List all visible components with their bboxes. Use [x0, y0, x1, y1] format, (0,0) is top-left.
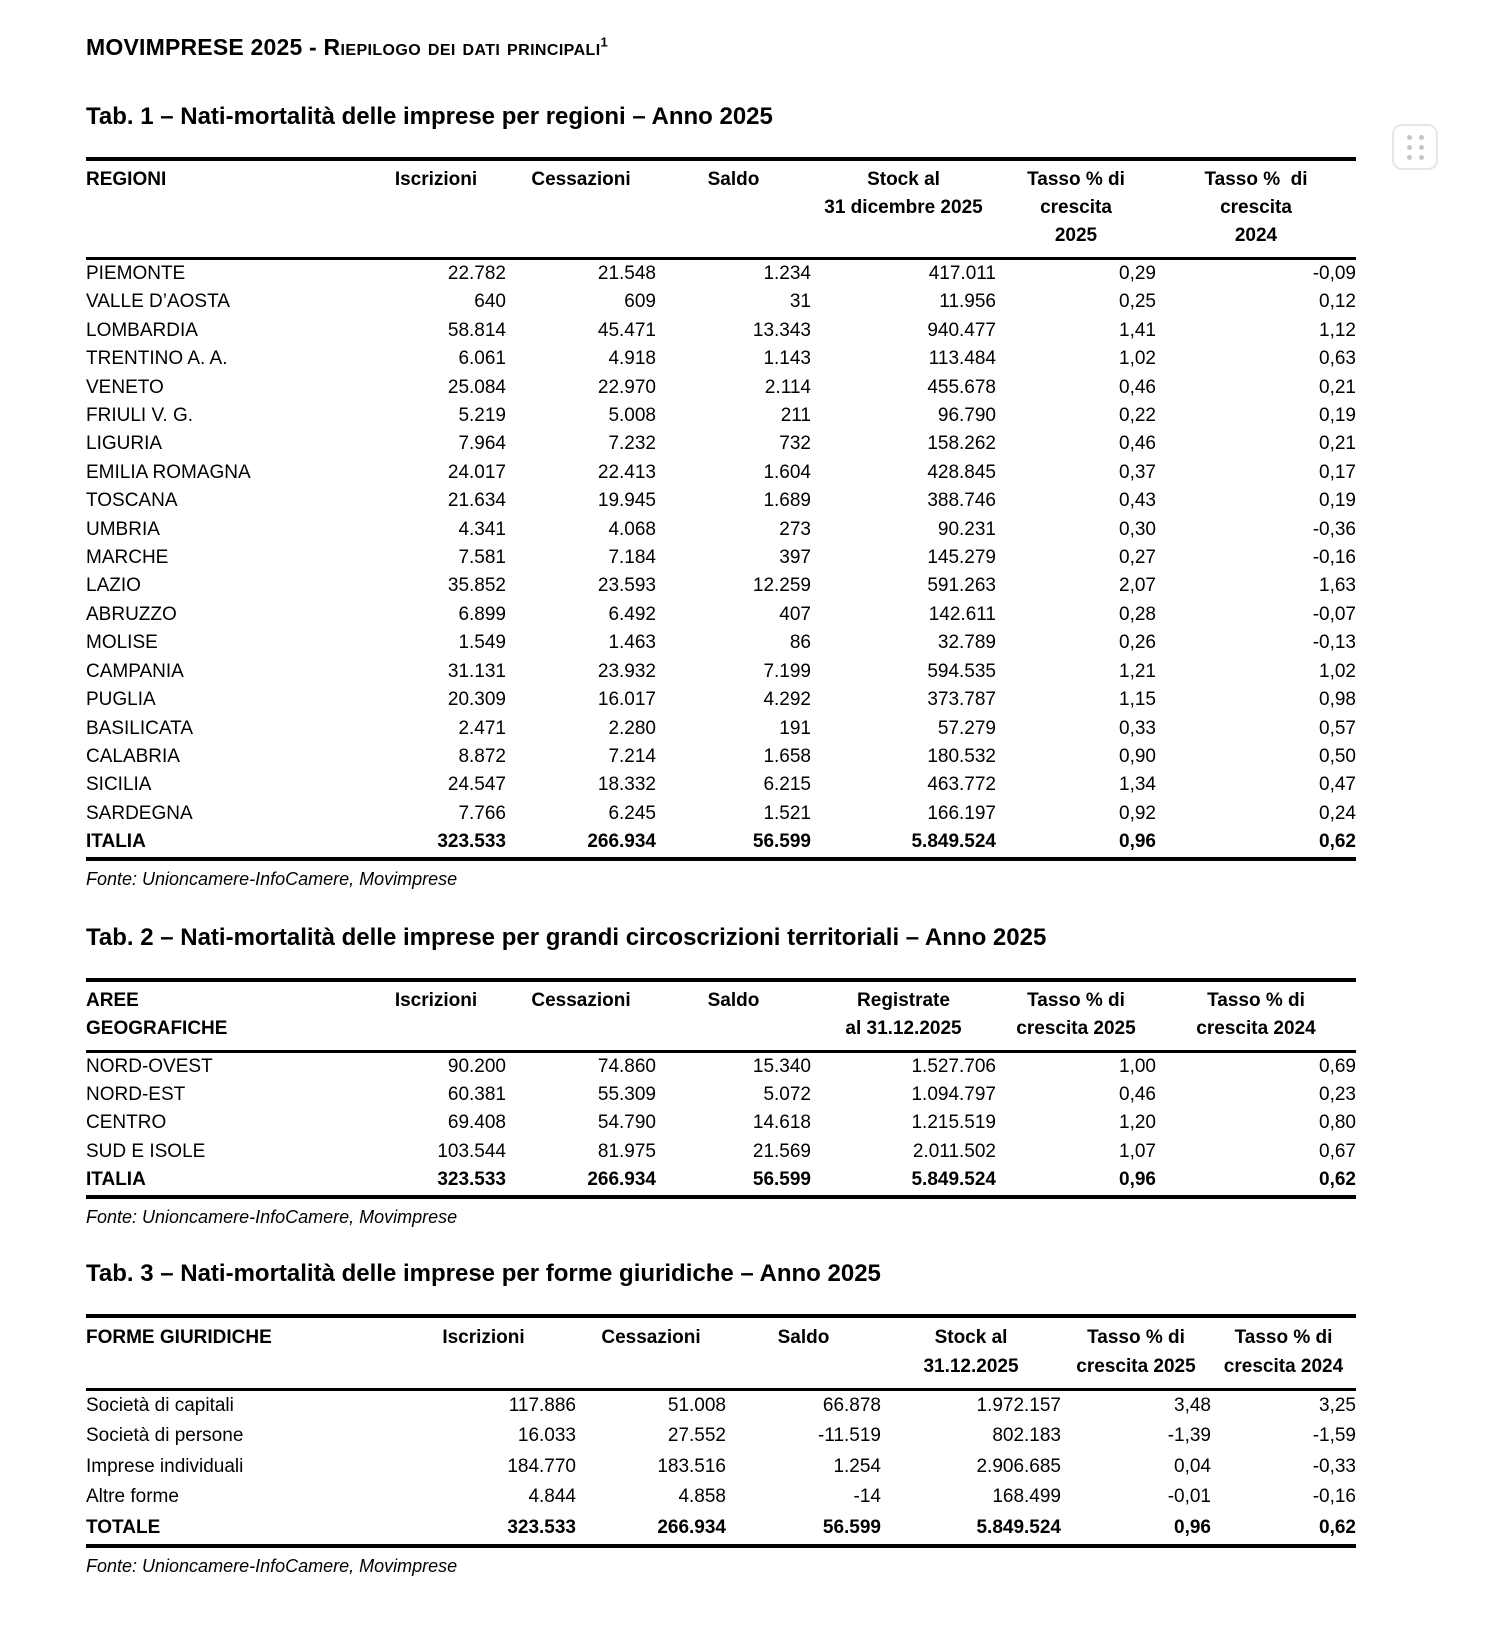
cell-value: 45.471 [597, 319, 656, 341]
cell-value: 24.017 [447, 461, 506, 483]
cell-value: 417.011 [928, 263, 996, 284]
row-label: SICILIA [86, 774, 152, 796]
cell-value: 1.254 [833, 1455, 881, 1477]
cell-value: 0,90 [1119, 745, 1156, 767]
cell-value: 7.199 [763, 660, 811, 682]
cell-value: 158.262 [927, 433, 996, 455]
cell-value: 1.215.519 [911, 1112, 996, 1134]
cell-value: 113.484 [928, 348, 996, 370]
cell-value: 2,07 [1119, 575, 1156, 597]
row-label: PIEMONTE [86, 263, 186, 284]
cell-value: 0,96 [1119, 1169, 1156, 1191]
table-2-section [86, 923, 1357, 1229]
cell-value: 18.332 [597, 774, 656, 796]
table-row [86, 1109, 1356, 1137]
cell-value: 0,47 [1319, 774, 1356, 796]
cell-value: 2.906.685 [976, 1455, 1061, 1477]
cell-value: 54.790 [597, 1112, 656, 1134]
column-header: Registrate al 31.12.2025 [845, 989, 962, 1039]
cell-value: 66.878 [822, 1394, 881, 1416]
row-label: EMILIA ROMAGNA [86, 461, 251, 483]
cell-value: 1,41 [1119, 319, 1156, 341]
cell-value: 5.849.524 [976, 1516, 1061, 1538]
row-label: LIGURIA [86, 433, 163, 455]
cell-value: -1,39 [1167, 1425, 1211, 1447]
table-row [86, 1081, 1356, 1109]
column-header: Iscrizioni [394, 989, 478, 1011]
column-header: Cessazioni [531, 169, 631, 190]
row-label: CENTRO [86, 1112, 167, 1134]
column-header: Tasso % di crescita 2024 [1196, 989, 1316, 1039]
cell-value: 1.689 [763, 490, 811, 512]
cell-value: 266.934 [587, 831, 656, 853]
cell-value: -0,07 [1312, 603, 1356, 625]
cell-value: 273 [779, 518, 811, 540]
cell-value: 32.789 [937, 632, 996, 654]
cell-value: 0,69 [1319, 1055, 1356, 1077]
table-options-handle-button[interactable] [1392, 124, 1438, 170]
cell-value: 14.618 [752, 1112, 811, 1134]
cell-value: 21.569 [752, 1140, 811, 1162]
cell-value: 168.499 [992, 1486, 1061, 1508]
cell-value: 7.964 [458, 433, 506, 455]
column-header: REGIONI [86, 169, 167, 190]
cell-value: 2.280 [608, 717, 656, 739]
table-row [86, 800, 1356, 828]
cell-value: 1.549 [458, 632, 506, 654]
cell-value: 16.033 [517, 1425, 576, 1447]
cell-value: 4.918 [608, 348, 656, 370]
column-header: AREE GEOGRAFICHE [86, 989, 228, 1039]
column-header: Cessazioni [601, 1326, 701, 1348]
table-row [86, 1051, 1356, 1081]
column-header: Tasso % di crescita 2025 [1027, 169, 1125, 246]
cell-value: 81.975 [597, 1140, 656, 1162]
table-1-container [86, 157, 1357, 861]
footnote-reference: 1 [600, 34, 608, 50]
cell-value: 323.533 [437, 1169, 506, 1191]
cell-value: 3,25 [1319, 1394, 1356, 1416]
row-label: MARCHE [86, 547, 169, 569]
table-row [86, 544, 1356, 572]
cell-value: 1.972.157 [976, 1394, 1061, 1416]
tab2-total-row [86, 1166, 1356, 1196]
cell-value: 0,19 [1319, 490, 1356, 512]
cell-value: 0,46 [1119, 1083, 1156, 1105]
cell-value: 1.521 [763, 802, 811, 824]
cell-value: 60.381 [447, 1083, 506, 1105]
table-row [86, 715, 1356, 743]
cell-value: 0,63 [1319, 348, 1356, 370]
cell-value: 0,67 [1319, 1140, 1356, 1162]
column-header: Tasso % di crescita 2025 [1076, 1326, 1196, 1377]
cell-value: 1,63 [1319, 575, 1356, 597]
table-row [86, 771, 1356, 799]
cell-value: 6.899 [458, 603, 506, 625]
cell-value: 6.061 [458, 348, 506, 370]
cell-value: 184.770 [507, 1455, 576, 1477]
cell-value: 74.860 [597, 1055, 656, 1077]
table-row [86, 1452, 1356, 1483]
cell-value: 0,17 [1319, 461, 1356, 483]
cell-value: 12.259 [752, 575, 811, 597]
table-row [86, 374, 1356, 402]
cell-value: 463.772 [927, 774, 996, 796]
row-label: SARDEGNA [86, 802, 193, 824]
cell-value: 5.072 [763, 1083, 811, 1105]
row-label: NORD-OVEST [86, 1055, 213, 1077]
table-3-source-note: Fonte: Unioncamere-InfoCamere, Movimprese [86, 1555, 458, 1576]
cell-value: 4.292 [763, 689, 811, 711]
tab1-table [86, 157, 1356, 861]
column-header: Saldo [707, 169, 760, 190]
cell-value: 19.945 [597, 490, 656, 512]
cell-value: 1.604 [763, 461, 811, 483]
cell-value: 4.858 [678, 1486, 726, 1508]
cell-value: 6.215 [763, 774, 811, 796]
cell-value: 407 [779, 603, 811, 625]
cell-value: 180.532 [927, 745, 996, 767]
table-row [86, 629, 1356, 657]
cell-value: 96.790 [937, 405, 996, 427]
cell-value: 1,07 [1119, 1140, 1156, 1162]
column-header: Cessazioni [531, 989, 631, 1011]
table-1-caption: Tab. 1 – Nati-mortalità delle imprese per regioni – Anno 2025 [86, 103, 773, 130]
cell-value: 6.245 [608, 802, 656, 824]
row-label: ITALIA [86, 831, 146, 853]
cell-value: 31 [789, 291, 811, 313]
cell-value: 56.599 [752, 831, 811, 853]
cell-value: -11.519 [817, 1425, 881, 1447]
cell-value: 266.934 [657, 1516, 726, 1538]
cell-value: -0,33 [1312, 1455, 1356, 1477]
cell-value: 0,46 [1119, 376, 1156, 398]
cell-value: 90.231 [937, 518, 996, 540]
cell-value: 142.611 [928, 603, 996, 625]
cell-value: 1.658 [763, 745, 811, 767]
tab3-header-row [86, 1316, 1356, 1390]
cell-value: 1,15 [1119, 689, 1156, 711]
row-label: TRENTINO A. A. [86, 348, 228, 370]
cell-value: -0,01 [1167, 1486, 1211, 1508]
cell-value: 20.309 [447, 689, 506, 711]
cell-value: 21.634 [447, 490, 506, 512]
cell-value: 0,50 [1319, 745, 1356, 767]
cell-value: 191 [779, 717, 811, 739]
cell-value: 5.849.524 [911, 831, 996, 853]
cell-value: 7.581 [458, 547, 506, 569]
cell-value: -1,59 [1312, 1425, 1356, 1447]
cell-value: 0,27 [1119, 547, 1156, 569]
cell-value: 31.131 [447, 660, 506, 682]
cell-value: 0,28 [1119, 603, 1156, 625]
cell-value: -0,16 [1312, 1486, 1356, 1508]
cell-value: 1.463 [608, 632, 656, 654]
cell-value: 21.548 [597, 263, 656, 284]
cell-value: 22.782 [447, 263, 506, 284]
column-header: FORME GIURIDICHE [86, 1326, 272, 1348]
row-label: LOMBARDIA [86, 319, 198, 341]
six-dot-grid-icon [1407, 135, 1424, 160]
cell-value: 7.214 [608, 745, 656, 767]
cell-value: -0,13 [1312, 632, 1356, 654]
cell-value: 22.970 [597, 376, 656, 398]
cell-value: 0,29 [1119, 263, 1156, 284]
cell-value: 0,57 [1319, 717, 1356, 739]
column-header: Iscrizioni [394, 169, 478, 190]
row-label: ITALIA [86, 1169, 146, 1191]
column-header: Tasso % di crescita 2024 [1204, 169, 1308, 246]
cell-value: 732 [779, 433, 811, 455]
cell-value: 323.533 [507, 1516, 576, 1538]
row-label: Altre forme [86, 1486, 179, 1508]
cell-value: 4.341 [458, 518, 506, 540]
cell-value: 388.746 [927, 490, 996, 512]
row-label: CALABRIA [86, 745, 180, 767]
cell-value: 373.787 [927, 689, 996, 711]
cell-value: 455.678 [927, 376, 996, 398]
cell-value: 1,00 [1119, 1055, 1156, 1077]
cell-value: 0,21 [1319, 433, 1356, 455]
cell-value: -0,16 [1312, 547, 1356, 569]
cell-value: 211 [780, 405, 811, 427]
cell-value: 0,98 [1319, 689, 1356, 711]
cell-value: 1.234 [763, 263, 811, 284]
row-label: PUGLIA [86, 689, 156, 711]
cell-value: 6.492 [608, 603, 656, 625]
row-label: Imprese individuali [86, 1455, 244, 1477]
cell-value: 0,30 [1119, 518, 1156, 540]
cell-value: 323.533 [437, 831, 506, 853]
table-3-caption: Tab. 3 – Nati-mortalità delle imprese per forme giuridiche – Anno 2025 [86, 1259, 881, 1287]
column-header: Saldo [707, 989, 760, 1011]
cell-value: 0,19 [1319, 405, 1356, 427]
cell-value: 15.340 [752, 1055, 811, 1077]
column-header: Saldo [777, 1326, 830, 1348]
column-header: Stock al 31 dicembre 2025 [824, 169, 983, 218]
table-row [86, 487, 1356, 515]
cell-value: 35.852 [447, 575, 506, 597]
table-2-container [86, 978, 1357, 1199]
cell-value: 23.932 [597, 660, 656, 682]
cell-value: 1,12 [1319, 319, 1356, 341]
row-label: TOSCANA [86, 490, 178, 512]
cell-value: 1,21 [1119, 660, 1156, 682]
row-label: NORD-EST [86, 1083, 186, 1105]
cell-value: 1,02 [1319, 660, 1356, 682]
cell-value: 591.263 [927, 575, 996, 597]
document-title-subtitle: Riepilogo dei dati principali [323, 34, 601, 60]
cell-value: 1.143 [763, 348, 811, 370]
row-label: ABRUZZO [86, 603, 177, 625]
cell-value: 594.535 [927, 660, 996, 682]
table-row [86, 459, 1356, 487]
table-row [86, 402, 1356, 430]
table-row [86, 686, 1356, 714]
cell-value: 0,96 [1119, 831, 1156, 853]
cell-value: 3,48 [1174, 1394, 1211, 1416]
table-row [86, 288, 1356, 316]
table-row [86, 259, 1356, 289]
row-label: LAZIO [86, 575, 141, 597]
tab1-total-row [86, 828, 1356, 858]
row-label: TOTALE [86, 1516, 161, 1538]
cell-value: 5.849.524 [911, 1169, 996, 1191]
cell-value: 0,25 [1119, 291, 1156, 313]
cell-value: 16.017 [597, 689, 656, 711]
cell-value: 0,80 [1319, 1112, 1356, 1134]
document-title-main: MOVIMPRESE 2025 - [86, 34, 324, 60]
table-2-source-note: Fonte: Unioncamere-InfoCamere, Movimprese [86, 1206, 458, 1227]
cell-value: 117.886 [508, 1394, 576, 1416]
table-row [86, 1482, 1356, 1513]
cell-value: 0,12 [1319, 291, 1356, 313]
row-label: BASILICATA [86, 717, 193, 739]
table-row [86, 1138, 1356, 1166]
column-header: Tasso % di crescita 2025 [1016, 989, 1136, 1039]
document-title [86, 32, 1357, 62]
tab3-total-row [86, 1513, 1356, 1546]
cell-value: 11.956 [939, 291, 996, 313]
cell-value: 0,92 [1119, 802, 1156, 824]
cell-value: 69.408 [447, 1112, 506, 1134]
cell-value: 183.516 [657, 1455, 726, 1477]
cell-value: 0,24 [1319, 802, 1356, 824]
cell-value: 90.200 [447, 1055, 506, 1077]
cell-value: 56.599 [752, 1169, 811, 1191]
cell-value: 145.279 [927, 547, 996, 569]
cell-value: 0,96 [1174, 1516, 1211, 1538]
cell-value: 0,04 [1174, 1455, 1211, 1477]
cell-value: 58.814 [447, 319, 506, 341]
table-3-section [86, 1259, 1357, 1578]
row-label: CAMPANIA [86, 660, 184, 682]
table-row [86, 601, 1356, 629]
cell-value: 8.872 [458, 745, 506, 767]
cell-value: 397 [779, 547, 811, 569]
cell-value: 23.593 [597, 575, 656, 597]
cell-value: 22.413 [597, 461, 656, 483]
cell-value: 0,62 [1319, 1516, 1356, 1538]
cell-value: -0,09 [1312, 263, 1356, 284]
table-row [86, 516, 1356, 544]
cell-value: 4.068 [608, 518, 656, 540]
column-header: Stock al 31.12.2025 [923, 1326, 1019, 1377]
tab2-header-row [86, 980, 1356, 1052]
cell-value: 0,26 [1119, 632, 1156, 654]
row-label: Società di persone [86, 1425, 244, 1447]
row-label: Società di capitali [86, 1394, 234, 1416]
table-row [86, 345, 1356, 373]
cell-value: 51.008 [667, 1394, 726, 1416]
cell-value: 27.552 [667, 1425, 726, 1447]
cell-value: 2.011.502 [912, 1140, 996, 1162]
cell-value: 166.197 [927, 802, 996, 824]
cell-value: 640 [474, 291, 506, 313]
column-header: Iscrizioni [442, 1326, 525, 1348]
cell-value: 56.599 [822, 1516, 881, 1538]
table-1-source-note: Fonte: Unioncamere-InfoCamere, Movimprese [86, 868, 458, 889]
cell-value: 0,62 [1319, 1169, 1356, 1191]
tab1-header-row [86, 159, 1356, 259]
table-row [86, 1421, 1356, 1452]
table-3-container [86, 1314, 1357, 1548]
row-label: UMBRIA [86, 518, 160, 540]
cell-value: 1,20 [1119, 1112, 1156, 1134]
cell-value: 0,21 [1319, 376, 1356, 398]
cell-value: 7.232 [608, 433, 656, 455]
cell-value: 103.544 [437, 1140, 506, 1162]
table-1-section [86, 102, 1357, 891]
cell-value: -14 [853, 1486, 881, 1508]
table-row [86, 743, 1356, 771]
cell-value: 86 [789, 632, 811, 654]
cell-value: 57.279 [937, 717, 996, 739]
table-row [86, 658, 1356, 686]
table-row [86, 572, 1356, 600]
row-label: VENETO [86, 376, 164, 398]
cell-value: 13.343 [752, 319, 811, 341]
cell-value: 266.934 [587, 1169, 656, 1191]
cell-value: 0,37 [1119, 461, 1156, 483]
cell-value: 1.527.706 [911, 1055, 996, 1077]
cell-value: 2.114 [764, 376, 811, 398]
table-row [86, 430, 1356, 458]
cell-value: 0,23 [1319, 1083, 1356, 1105]
row-label: VALLE D’AOSTA [86, 291, 230, 313]
cell-value: 0,22 [1119, 405, 1156, 427]
cell-value: 0,33 [1119, 717, 1156, 739]
tab2-table [86, 978, 1356, 1199]
cell-value: 1,02 [1119, 348, 1156, 370]
cell-value: 5.008 [608, 405, 656, 427]
cell-value: 0,62 [1319, 831, 1356, 853]
table-2-caption: Tab. 2 – Nati-mortalità delle imprese per grandi circoscrizioni territoriali – Anno 2025 [86, 923, 1047, 951]
row-label: SUD E ISOLE [86, 1140, 206, 1162]
table-row [86, 317, 1356, 345]
table-row [86, 1389, 1356, 1421]
cell-value: 2.471 [458, 717, 506, 739]
cell-value: 1.094.797 [911, 1083, 996, 1105]
row-label: FRIULI V. G. [86, 405, 193, 427]
cell-value: 1,34 [1119, 774, 1156, 796]
cell-value: 428.845 [927, 461, 996, 483]
cell-value: 4.844 [528, 1486, 576, 1508]
cell-value: 0,43 [1119, 490, 1156, 512]
tab3-table [86, 1314, 1356, 1548]
cell-value: 7.184 [608, 547, 656, 569]
row-label: MOLISE [86, 632, 158, 654]
cell-value: 940.477 [927, 319, 996, 341]
cell-value: 7.766 [458, 802, 506, 824]
cell-value: 0,46 [1119, 433, 1156, 455]
cell-value: -0,36 [1312, 518, 1356, 540]
cell-value: 55.309 [597, 1083, 656, 1105]
cell-value: 5.219 [458, 405, 506, 427]
cell-value: 25.084 [447, 376, 506, 398]
cell-value: 609 [624, 291, 656, 313]
cell-value: 24.547 [447, 774, 506, 796]
column-header: Tasso % di crescita 2024 [1223, 1326, 1344, 1377]
cell-value: 802.183 [992, 1425, 1061, 1447]
